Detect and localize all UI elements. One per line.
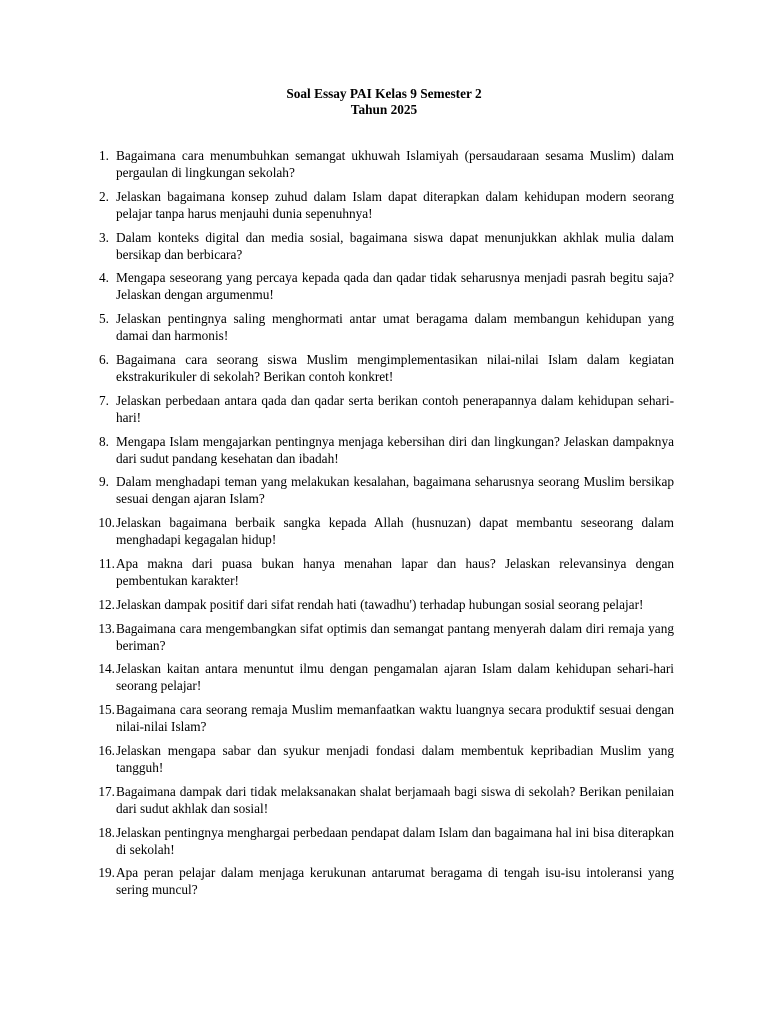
question-text: Jelaskan mengapa sabar dan syukur menjadi fondasi dalam membentuk kepribadian Muslim yang tangguh! (116, 742, 674, 775)
question-number: 11. (98, 555, 115, 571)
question-text: Bagaimana cara mengembangkan sifat optimis dan semangat pantang menyerah dalam diri remaja yang beriman? (116, 620, 674, 653)
question-number: 10. (98, 515, 115, 531)
question-number: 2. (99, 188, 109, 204)
question-text: Jelaskan kaitan antara menuntut ilmu dengan pengamalan ajaran Islam dalam kehidupan sehari-hari seorang pelajar! (116, 661, 674, 694)
question-item (94, 433, 674, 467)
question-item (94, 783, 674, 817)
question-item (94, 824, 674, 858)
question-number: 19. (98, 865, 115, 881)
question-number: 17. (98, 783, 115, 799)
question-item (94, 555, 674, 589)
question-text: Jelaskan dampak positif dari sifat rendah hati (tawadhu') terhadap hubungan sosial seorang pelajar! (116, 596, 644, 612)
title-line-2: Tahun 2025 (350, 102, 418, 117)
question-number: 14. (98, 661, 115, 677)
question-text: Mengapa seseorang yang percaya kepada qada dan qadar tidak seharusnya menjadi pasrah begitu saja? Jelaskan dengan argumenmu! (116, 270, 674, 303)
question-item (94, 864, 674, 898)
question-item (94, 701, 674, 735)
question-number: 6. (99, 351, 109, 367)
question-item (94, 310, 674, 344)
question-item (94, 269, 674, 303)
question-number: 18. (98, 824, 115, 840)
question-number: 16. (98, 742, 115, 758)
question-text: Apa makna dari puasa bukan hanya menahan lapar dan haus? Jelaskan relevansinya dengan pembentukan karakter! (116, 555, 674, 588)
document-title (94, 86, 674, 118)
question-number: 15. (98, 702, 115, 718)
question-number: 3. (99, 229, 109, 245)
question-item (94, 392, 674, 426)
question-text: Apa peran pelajar dalam menjaga kerukunan antarumat beragama di tengah isu-isu intoleransi yang sering muncul? (116, 865, 674, 898)
question-item (94, 660, 674, 694)
question-item (94, 229, 674, 263)
question-text: Bagaimana dampak dari tidak melaksanakan shalat berjamaah bagi siswa di sekolah? Berikan penilaian dari sudut akhlak dan sosial! (116, 783, 674, 816)
question-item (94, 351, 674, 385)
question-text: Jelaskan bagaimana konsep zuhud dalam Islam dapat diterapkan dalam kehidupan modern seorang pelajar tanpa harus menjauhi dunia sepenuhnya! (116, 188, 674, 221)
question-number: 7. (99, 392, 109, 408)
question-item (94, 514, 674, 548)
question-number: 9. (99, 474, 109, 490)
question-text: Bagaimana cara menumbuhkan semangat ukhuwah Islamiyah (persaudaraan sesama Muslim) dalam pergaulan di lingkungan sekolah? (116, 148, 674, 180)
question-text: Mengapa Islam mengajarkan pentingnya menjaga kebersihan diri dan lingkungan? Jelaskan dampaknya dari sudut pandang kesehatan dan ibadah! (116, 433, 674, 466)
question-text: Bagaimana cara seorang siswa Muslim mengimplementasikan nilai-nilai Islam dalam kegiatan ekstrakurikuler di sekolah? Berikan contoh konkret! (116, 351, 674, 384)
question-item (94, 188, 674, 222)
question-text: Dalam konteks digital dan media sosial, bagaimana siswa dapat menunjukkan akhlak mulia dalam bersikap dan berbicara? (116, 229, 674, 262)
question-item (94, 473, 674, 507)
question-item (94, 596, 674, 613)
question-list (94, 147, 674, 898)
question-item (94, 742, 674, 776)
question-number: 4. (99, 270, 109, 286)
question-number: 13. (98, 620, 115, 636)
question-number: 12. (98, 596, 115, 612)
title-line-1: Soal Essay PAI Kelas 9 Semester 2 (286, 86, 482, 101)
question-text: Bagaimana cara seorang remaja Muslim memanfaatkan waktu luangnya secara produktif sesuai dengan nilai-nilai Islam? (116, 702, 674, 735)
question-text: Dalam menghadapi teman yang melakukan kesalahan, bagaimana seharusnya seorang Muslim bersikap sesuai dengan ajaran Islam? (116, 474, 674, 507)
question-number: 1. (99, 148, 109, 163)
question-item (94, 620, 674, 654)
question-text: Jelaskan pentingnya menghargai perbedaan pendapat dalam Islam dan bagaimana hal ini bisa diterapkan di sekolah! (116, 824, 674, 857)
question-number: 5. (99, 311, 109, 327)
question-item (94, 147, 674, 181)
question-text: Jelaskan bagaimana berbaik sangka kepada Allah (husnuzan) dapat membantu seseorang dalam menghadapi kegagalan hidup! (116, 515, 674, 548)
question-number: 8. (99, 433, 109, 449)
question-text: Jelaskan pentingnya saling menghormati antar umat beragama dalam membangun kehidupan yang damai dan harmonis! (116, 311, 674, 344)
question-text: Jelaskan perbedaan antara qada dan qadar serta berikan contoh penerapannya dalam kehidupan sehari-hari! (116, 392, 674, 425)
